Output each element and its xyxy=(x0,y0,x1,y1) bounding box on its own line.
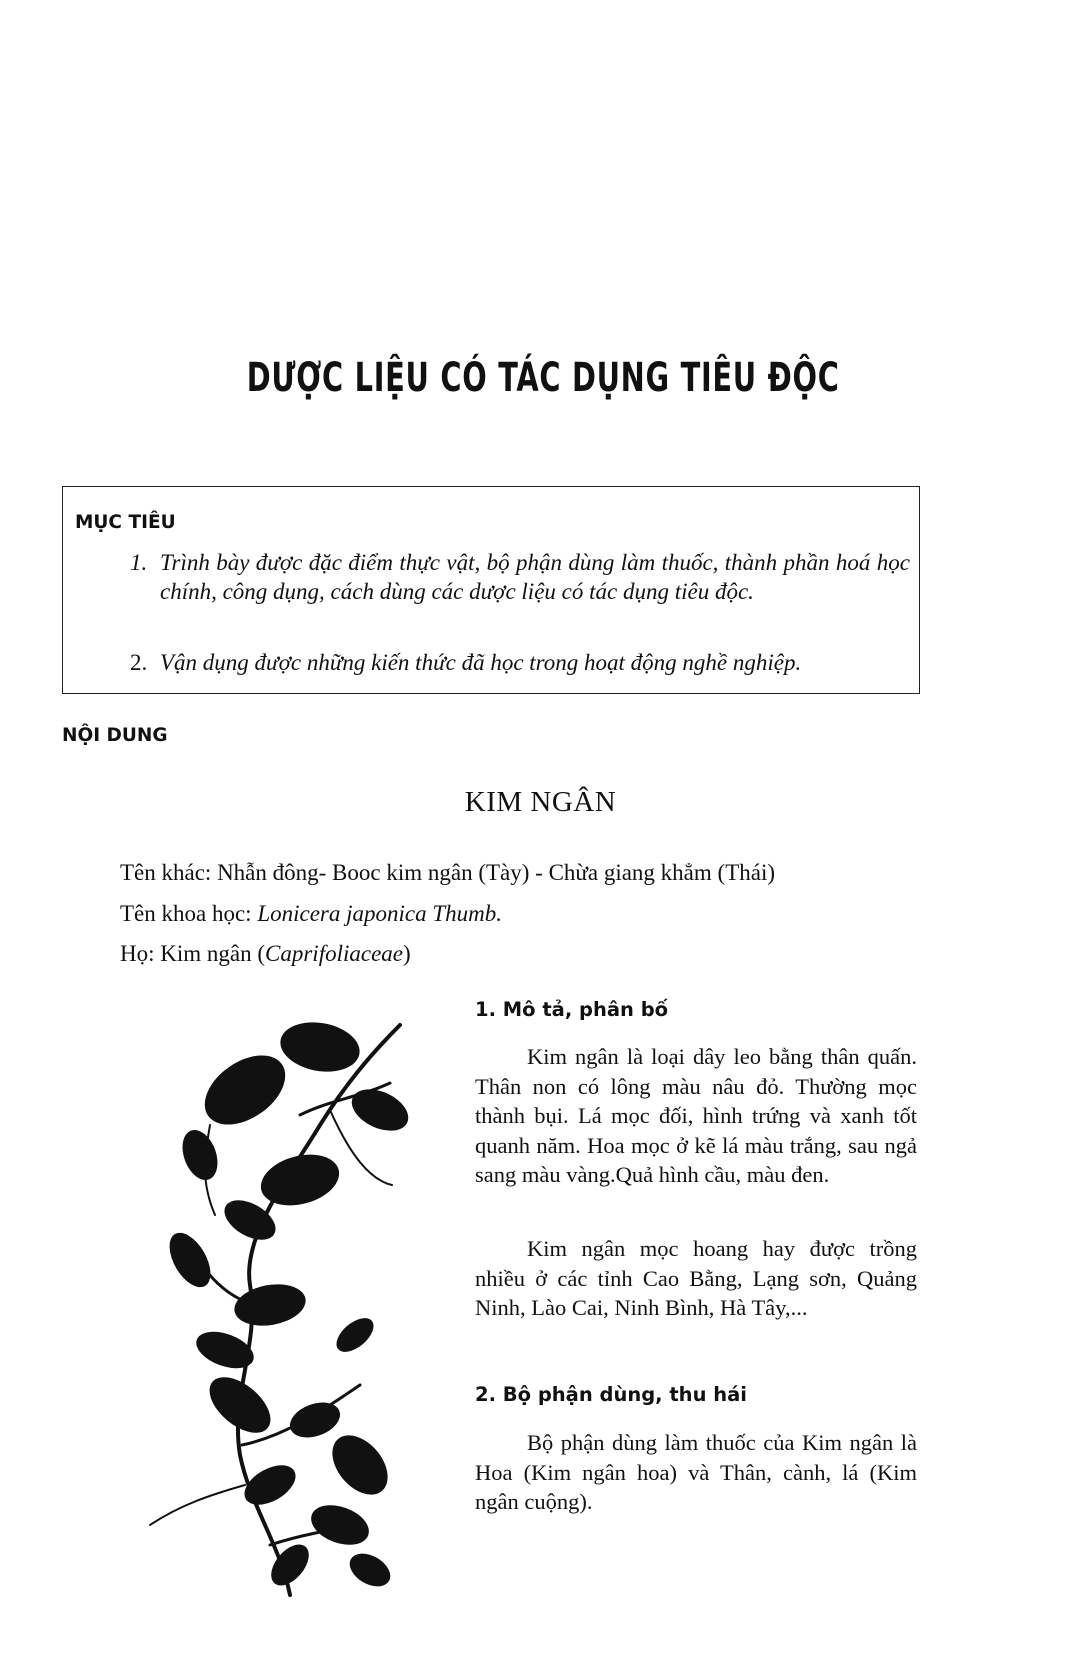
paragraph-description: Kim ngân là loại dây leo bằng thân quấn. Thân non có lông màu nâu đỏ. Thường mọc thành bụi. Lá mọc đối, hình trứng và xanh tốt quanh năm. Hoa mọc ở kẽ lá màu trắng, sau ngả sang màu vàng.Quả hình cầu, màu đen. xyxy=(475,1044,917,1187)
objective-text: Vận dụng được những kiến thức đã học trong hoạt động nghề nghiệp. xyxy=(160,650,802,675)
paragraph-distribution: Kim ngân mọc hoang hay được trồng nhiều ở các tỉnh Cao Bằng, Lạng sơn, Quảng Ninh, Lào Cai, Ninh Bình, Hà Tây,... xyxy=(475,1236,917,1320)
scientific-name-label: Tên khoa học: xyxy=(120,901,258,926)
content-heading: NỘI DUNG xyxy=(62,725,168,746)
family-line xyxy=(120,941,411,967)
objective-item-1 xyxy=(130,548,910,606)
section-heading-parts-used: 2. Bộ phận dùng, thu hái xyxy=(475,1383,747,1406)
objectives-heading: MỤC TIÊU xyxy=(75,512,176,533)
family-latin: Caprifoliaceae xyxy=(265,941,403,966)
objective-item-2 xyxy=(130,648,910,677)
family-close: ) xyxy=(403,941,411,966)
paragraph-parts-used: Bộ phận dùng làm thuốc của Kim ngân là Hoa (Kim ngân hoa) và Thân, cành, lá (Kim ngân cuộng). xyxy=(475,1430,917,1514)
scientific-name-line xyxy=(120,901,502,927)
scientific-name: Lonicera japonica Thumb. xyxy=(257,901,503,926)
family-label: Họ: Kim ngân ( xyxy=(120,941,266,966)
objective-text: Trình bày được đặc điểm thực vật, bộ phận dùng làm thuốc, thành phần hoá học chính, công dụng, cách dùng các dược liệu có tác dụng tiêu độc. xyxy=(160,550,910,604)
objective-number: 2. xyxy=(130,650,148,675)
section-heading-description: 1. Mô tả, phân bố xyxy=(475,998,669,1021)
monograph-title: KIM NGÂN xyxy=(464,786,617,818)
honeysuckle-plant-illustration xyxy=(130,1005,440,1605)
objective-number: 1. xyxy=(130,550,148,575)
chapter-title: DƯỢC LIỆU CÓ TÁC DỤNG TIÊU ĐỘC xyxy=(246,355,840,401)
other-names: Tên khác: Nhẫn đông- Booc kim ngân (Tày) - Chừa giang khẳm (Thái) xyxy=(120,860,775,885)
